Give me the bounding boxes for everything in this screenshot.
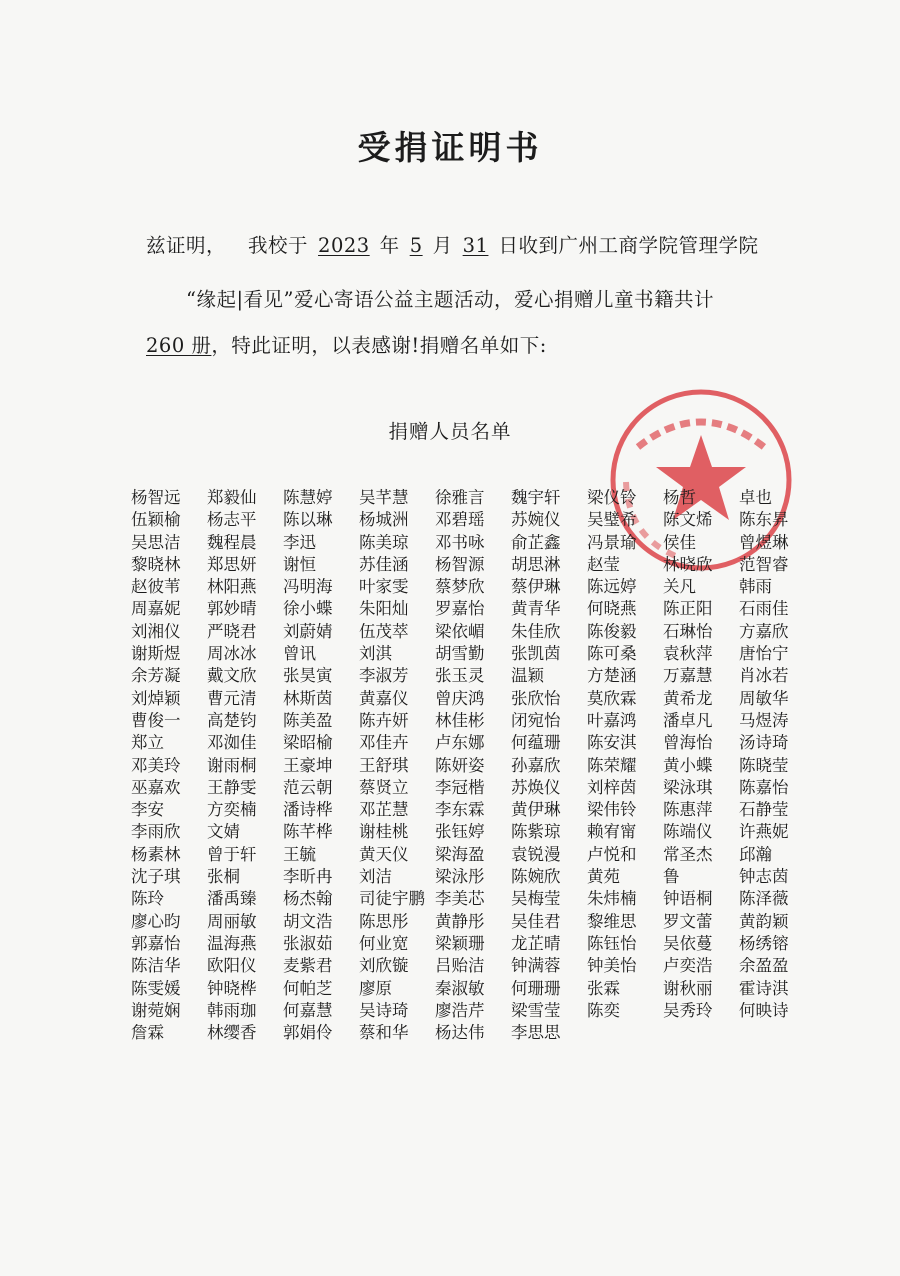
donor-name: 邓书咏 xyxy=(435,532,485,552)
donor-name: 李冠楷 xyxy=(435,777,485,797)
donor-name: 陈雯媛 xyxy=(131,978,181,998)
donor-name: 蔡伊琳 xyxy=(511,577,561,597)
book-count: 260 册 xyxy=(146,334,212,357)
donor-name: 万嘉慧 xyxy=(663,666,713,686)
donor-name: 范智睿 xyxy=(739,554,789,574)
donor-name: 陈奕 xyxy=(587,1000,620,1020)
donor-name: 刘欣镟 xyxy=(359,956,409,976)
donor-name: 袁秋萍 xyxy=(663,644,713,664)
donor-name: 杨志平 xyxy=(207,510,257,530)
donor-name: 何蕴珊 xyxy=(511,733,561,753)
certify-prefix: 兹证明， xyxy=(146,234,227,257)
donor-name: 侯佳 xyxy=(663,532,696,552)
donor-name: 麦紫君 xyxy=(283,956,333,976)
donor-name: 梁雪莹 xyxy=(511,1000,561,1020)
donor-name: 曾煜琳 xyxy=(739,532,789,552)
donor-name: 黄伊琳 xyxy=(511,800,561,820)
donor-name: 高楚钧 xyxy=(207,710,257,730)
donor-name: 杨哲 xyxy=(663,488,696,507)
donor-name: 张霖 xyxy=(587,978,620,998)
donor-name: 赵彼苇 xyxy=(131,577,181,597)
donor-name: 方楚涵 xyxy=(587,666,637,686)
donor-name: 何珊珊 xyxy=(511,978,561,998)
donor-name: 胡雪勤 xyxy=(435,644,485,664)
donor-name: 郭娟伶 xyxy=(283,1023,333,1043)
donor-name: 陈婉欣 xyxy=(511,867,561,887)
paragraph-line-2: “缘起|看见”爱心寄语公益主题活动，爱心捐赠儿童书籍共计 xyxy=(186,288,715,311)
donor-name: 林阳燕 xyxy=(207,577,257,597)
donor-name: 陈思彤 xyxy=(359,911,409,931)
donor-name: 赵莹 xyxy=(587,554,620,574)
donor-name: 杨城洲 xyxy=(359,510,409,530)
paragraph-line-3 xyxy=(146,330,547,358)
donor-name: 关凡 xyxy=(663,577,696,597)
donor-name: 刘湘仪 xyxy=(131,621,181,641)
donor-name: 黄嘉仪 xyxy=(359,688,409,708)
donor-name: 苏婉仪 xyxy=(511,510,561,530)
donor-name: 伍颖榆 xyxy=(131,510,181,530)
donor-name: 李安 xyxy=(131,800,164,820)
donor-name: 梁仪铃 xyxy=(587,488,637,507)
donor-name: 陈正阳 xyxy=(663,599,713,619)
donor-name: 邓芷慧 xyxy=(359,800,409,820)
donor-name: 余盈盈 xyxy=(739,956,789,976)
month-unit: 月 xyxy=(432,234,453,257)
donor-name: 陈洁华 xyxy=(131,956,181,976)
donor-name: 袁锐漫 xyxy=(511,844,561,864)
donor-name: 黄静彤 xyxy=(435,911,485,931)
donor-name: 何晓燕 xyxy=(587,599,637,619)
donor-name: 苏焕仪 xyxy=(511,777,561,797)
donor-name: 周冰冰 xyxy=(207,644,257,664)
donor-name: 邓美玲 xyxy=(131,755,181,775)
donor-name: 范云朝 xyxy=(283,777,333,797)
donor-name: 汤诗琦 xyxy=(739,733,789,753)
donor-name: 郭嘉怡 xyxy=(131,933,181,953)
donor-name: 苏佳涵 xyxy=(359,554,409,574)
donor-name: 潘禹臻 xyxy=(207,889,257,909)
donor-name: 郑思妍 xyxy=(207,554,257,574)
donor-name: 温颖 xyxy=(511,666,544,686)
donor-name: 谢斯煜 xyxy=(131,644,181,664)
donor-name: 杨智远 xyxy=(131,488,181,507)
donor-name: 黎晓林 xyxy=(131,554,181,574)
donor-name: 冯景瑜 xyxy=(587,532,637,552)
donor-name: 黄小蝶 xyxy=(663,755,713,775)
donor-name: 何帕芝 xyxy=(283,978,333,998)
donor-name: 胡思淋 xyxy=(511,554,561,574)
donor-name: 王静雯 xyxy=(207,777,257,797)
donor-name: 黄天仪 xyxy=(359,844,409,864)
donor-name: 石琳怡 xyxy=(663,621,713,641)
donor-name: 詹霖 xyxy=(131,1023,164,1043)
donor-name: 邱瀚 xyxy=(739,844,772,864)
donor-name: 陈惠萍 xyxy=(663,800,713,820)
paragraph-line-1 xyxy=(146,230,758,258)
donor-name: 罗嘉怡 xyxy=(435,599,485,619)
donor-name: 方嘉欣 xyxy=(739,621,789,641)
donor-name: 周敏华 xyxy=(739,688,789,708)
donor-name: 卢东娜 xyxy=(435,733,485,753)
donor-name: 谢秋丽 xyxy=(663,978,713,998)
donor-name: 陈荣耀 xyxy=(587,755,637,775)
donor-name: 文婧 xyxy=(207,822,240,842)
donor-name: 吴佳君 xyxy=(511,911,561,931)
donor-name: 潘诗桦 xyxy=(283,800,333,820)
donor-name: 徐雅言 xyxy=(435,488,485,507)
donor-name: 钟满蓉 xyxy=(511,956,561,976)
donor-name: 陈端仪 xyxy=(663,822,713,842)
donor-name: 梁泳彤 xyxy=(435,867,485,887)
donor-name: 方奕楠 xyxy=(207,800,257,820)
donor-name: 曾庆鸿 xyxy=(435,688,485,708)
donor-name: 陈妍姿 xyxy=(435,755,485,775)
donor-name: 温海燕 xyxy=(207,933,257,953)
donor-name: 韩雨 xyxy=(739,577,772,597)
donor-name: 张玉灵 xyxy=(435,666,485,686)
donor-name: 李淑芳 xyxy=(359,666,409,686)
donor-name: 周丽敏 xyxy=(207,911,257,931)
year-value: 2023 xyxy=(318,234,370,257)
document-title: 受捐证明书 xyxy=(357,128,543,167)
donor-name: 黎维思 xyxy=(587,911,637,931)
donor-name: 李迅 xyxy=(283,532,316,552)
donor-name: 石静莹 xyxy=(739,800,789,820)
donor-name: 曾于轩 xyxy=(207,844,257,864)
donor-name: 谢桂桃 xyxy=(359,822,409,842)
donor-name: 龙芷晴 xyxy=(511,933,561,953)
donor-name: 吴思洁 xyxy=(131,532,181,552)
donor-name: 许燕妮 xyxy=(739,822,789,842)
donor-name: 肖冰若 xyxy=(739,666,789,686)
donor-name: 陈东昇 xyxy=(739,510,789,530)
donor-name: 马煜涛 xyxy=(739,710,789,730)
donor-name: 蔡贤立 xyxy=(359,777,409,797)
line1-suffix: 日收到广州工商学院管理学院 xyxy=(498,234,759,257)
donor-name: 李东霖 xyxy=(435,800,485,820)
donor-name: 陈以琳 xyxy=(283,510,333,530)
donor-name: 俞芷鑫 xyxy=(511,532,561,552)
donor-name: 廖心昀 xyxy=(131,911,181,931)
donor-name: 何映诗 xyxy=(739,1000,789,1020)
donor-name: 胡文浩 xyxy=(283,911,333,931)
donor-name: 张凯茵 xyxy=(511,644,561,664)
donor-name: 邓碧瑶 xyxy=(435,510,485,530)
donor-name: 朱炜楠 xyxy=(587,889,637,909)
donor-name: 司徒宇鹏 xyxy=(359,889,425,909)
donor-name: 梁颖珊 xyxy=(435,933,485,953)
donor-name: 卢悦和 xyxy=(587,844,637,864)
donor-name: 冯明海 xyxy=(283,577,333,597)
donor-name: 钟志茵 xyxy=(739,867,789,887)
donor-name: 莫欣霖 xyxy=(587,688,637,708)
donor-name: 魏宇轩 xyxy=(511,488,561,507)
donor-name: 杨达伟 xyxy=(435,1023,485,1043)
donor-name: 朱佳欣 xyxy=(511,621,561,641)
donor-name: 余芳凝 xyxy=(131,666,181,686)
donor-name: 谢恒 xyxy=(283,554,316,574)
donor-name: 吴芊慧 xyxy=(359,488,409,507)
donor-name: 陈可桑 xyxy=(587,644,637,664)
donor-name: 吴秀玲 xyxy=(663,1000,713,1020)
donor-name: 梁伟铃 xyxy=(587,800,637,820)
donor-name: 何嘉慧 xyxy=(283,1000,333,1020)
donor-name: 黄青华 xyxy=(511,599,561,619)
donor-name: 孙嘉欣 xyxy=(511,755,561,775)
donor-name: 廖原 xyxy=(359,978,392,998)
donor-name: 唐怡宁 xyxy=(739,644,789,664)
donor-name: 钟美怡 xyxy=(587,956,637,976)
donor-name: 邓佳卉 xyxy=(359,733,409,753)
donor-name: 韩雨珈 xyxy=(207,1000,257,1020)
donor-name: 陈慧婷 xyxy=(283,488,333,507)
donor-name: 沈子琪 xyxy=(131,867,181,887)
donor-name: 张桐 xyxy=(207,867,240,887)
donor-name: 戴文欣 xyxy=(207,666,257,686)
donor-name: 吴依蔓 xyxy=(663,933,713,953)
donor-name: 杨绣镕 xyxy=(739,933,789,953)
donor-name: 梁昭榆 xyxy=(283,733,333,753)
donor-name: 曹元清 xyxy=(207,688,257,708)
donor-name: 张钰婷 xyxy=(435,822,485,842)
donor-name: 魏程晨 xyxy=(207,532,257,552)
donor-name: 秦淑敏 xyxy=(435,978,485,998)
donor-name: 吕贻洁 xyxy=(435,956,485,976)
donor-name: 梁依嵋 xyxy=(435,621,485,641)
donor-name: 曾讯 xyxy=(283,644,316,664)
donor-name: 刘梓茵 xyxy=(587,777,637,797)
donor-name: 吴璧希 xyxy=(587,510,637,530)
donor-name: 蔡和华 xyxy=(359,1023,409,1043)
donor-name: 徐小蝶 xyxy=(283,599,333,619)
donor-name: 陈美琼 xyxy=(359,532,409,552)
donor-name: 陈泽薇 xyxy=(739,889,789,909)
donor-name: 刘焯颖 xyxy=(131,688,181,708)
donor-name: 李昕冉 xyxy=(283,867,333,887)
donor-name: 梁海盈 xyxy=(435,844,485,864)
donor-name: 黄韵颖 xyxy=(739,911,789,931)
donor-name: 伍茂萃 xyxy=(359,621,409,641)
donor-name: 常圣杰 xyxy=(663,844,713,864)
donor-name: 廖浩芹 xyxy=(435,1000,485,1020)
donor-name: 杨智源 xyxy=(435,554,485,574)
donor-name: 李美芯 xyxy=(435,889,485,909)
certify-text: 我校于 xyxy=(248,234,309,257)
donor-name: 王豪坤 xyxy=(283,755,333,775)
donor-name: 叶嘉鸿 xyxy=(587,710,637,730)
donor-name: 张欣怡 xyxy=(511,688,561,708)
donor-name: 黄苑 xyxy=(587,867,620,887)
donor-name: 刘蔚婧 xyxy=(283,621,333,641)
donor-name: 杨素林 xyxy=(131,844,181,864)
donor-name: 林佳彬 xyxy=(435,710,485,730)
donor-name: 闭宛怡 xyxy=(511,710,561,730)
donor-name: 张淑茹 xyxy=(283,933,333,953)
donor-name: 吴梅莹 xyxy=(511,889,561,909)
line3-suffix: ，特此证明，以表感谢!捐赠名单如下: xyxy=(211,334,547,357)
donor-name: 霍诗淇 xyxy=(739,978,789,998)
donor-name: 卢奕浩 xyxy=(663,956,713,976)
donor-name: 邓洳佳 xyxy=(207,733,257,753)
donor-name: 周嘉妮 xyxy=(131,599,181,619)
donor-name: 杨杰翰 xyxy=(283,889,333,909)
donor-name: 吴诗琦 xyxy=(359,1000,409,1020)
donor-name: 陈安淇 xyxy=(587,733,637,753)
donor-name: 曹俊一 xyxy=(131,710,181,730)
donor-name: 鲁 xyxy=(663,867,680,887)
donor-name: 叶家雯 xyxy=(359,577,409,597)
day-value: 31 xyxy=(462,234,489,257)
donor-name: 李思思 xyxy=(511,1023,561,1043)
donor-name: 郑立 xyxy=(131,733,164,753)
donor-name: 蔡梦欣 xyxy=(435,577,485,597)
donor-name: 石雨佳 xyxy=(739,599,789,619)
donor-name: 朱阳灿 xyxy=(359,599,409,619)
donor-name: 王舒琪 xyxy=(359,755,409,775)
donor-name: 陈远婷 xyxy=(587,577,637,597)
donor-name: 钟语桐 xyxy=(663,889,713,909)
donor-name: 曾海怡 xyxy=(663,733,713,753)
donor-name: 张昊寅 xyxy=(283,666,333,686)
donor-name: 陈文烯 xyxy=(663,510,713,530)
donor-name: 林晓欣 xyxy=(663,554,713,574)
donor-name: 谢雨桐 xyxy=(207,755,257,775)
donor-name: 陈钰怡 xyxy=(587,933,637,953)
donor-name: 黄希龙 xyxy=(663,688,713,708)
donor-name: 陈卉妍 xyxy=(359,710,409,730)
donor-name: 郑毅仙 xyxy=(207,488,257,507)
donor-name: 陈美盈 xyxy=(283,710,333,730)
donor-name: 刘淇 xyxy=(359,644,392,664)
donor-name: 陈嘉怡 xyxy=(739,777,789,797)
donor-name: 陈紫琼 xyxy=(511,822,561,842)
donor-name: 赖宥甯 xyxy=(587,822,637,842)
donor-name: 罗文蕾 xyxy=(663,911,713,931)
year-unit: 年 xyxy=(379,234,400,257)
donor-name: 陈晓莹 xyxy=(739,755,789,775)
donor-name: 何业宽 xyxy=(359,933,409,953)
donor-name: 林缨香 xyxy=(207,1023,257,1043)
donor-name: 严晓君 xyxy=(207,621,257,641)
donor-name: 卓也 xyxy=(739,488,772,507)
donor-name: 梁泳琪 xyxy=(663,777,713,797)
donor-name: 刘洁 xyxy=(359,867,392,887)
donor-name: 陈俊毅 xyxy=(587,621,637,641)
donor-name: 林斯茵 xyxy=(283,688,333,708)
donor-name: 欧阳仪 xyxy=(207,956,257,976)
donor-name: 潘卓凡 xyxy=(663,710,713,730)
donor-name: 王毓 xyxy=(283,844,316,864)
donor-name: 巫嘉欢 xyxy=(131,777,181,797)
donor-name: 陈玲 xyxy=(131,889,164,909)
donor-names-grid xyxy=(131,487,851,1044)
donor-name: 谢菀娴 xyxy=(131,1000,181,1020)
month-value: 5 xyxy=(409,234,423,257)
donor-name: 郭妙晴 xyxy=(207,599,257,619)
donor-name: 钟晓桦 xyxy=(207,978,257,998)
donor-list-title: 捐赠人员名单 xyxy=(388,420,512,443)
donor-name: 陈芊桦 xyxy=(283,822,333,842)
donor-name: 李雨欣 xyxy=(131,822,181,842)
